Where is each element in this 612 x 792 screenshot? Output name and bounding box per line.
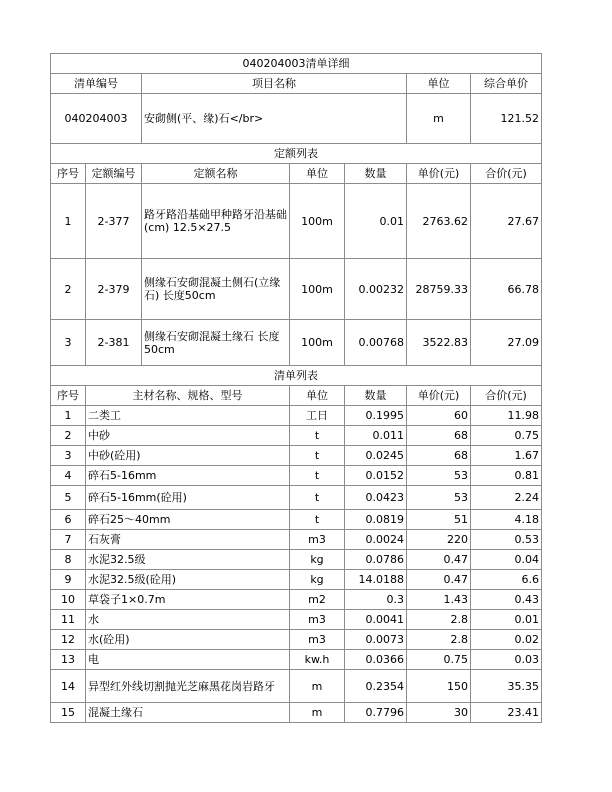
materials-header-price: 单价(元) bbox=[407, 386, 471, 406]
material-row bbox=[51, 426, 542, 446]
quota-unit: 100m bbox=[290, 184, 345, 259]
materials-header-row bbox=[51, 386, 542, 406]
bill-unit: m bbox=[407, 94, 471, 144]
materials-header-unit: 单位 bbox=[290, 386, 345, 406]
material-no: 7 bbox=[51, 530, 86, 550]
material-price: 68 bbox=[407, 426, 471, 446]
bill-detail-table bbox=[50, 53, 542, 723]
material-unit: m bbox=[290, 703, 345, 723]
material-unit: kw.h bbox=[290, 650, 345, 670]
material-price: 2.8 bbox=[407, 610, 471, 630]
material-qty: 0.0786 bbox=[345, 550, 407, 570]
material-price: 53 bbox=[407, 466, 471, 486]
material-total: 2.24 bbox=[471, 486, 542, 510]
material-name: 草袋子1×0.7m bbox=[86, 590, 290, 610]
material-price: 53 bbox=[407, 486, 471, 510]
material-no: 8 bbox=[51, 550, 86, 570]
material-total: 35.35 bbox=[471, 670, 542, 703]
material-qty: 0.3 bbox=[345, 590, 407, 610]
materials-header-total: 合价(元) bbox=[471, 386, 542, 406]
material-name: 水(砼用) bbox=[86, 630, 290, 650]
bill-data-row bbox=[51, 94, 542, 144]
materials-body bbox=[51, 406, 542, 723]
material-row bbox=[51, 670, 542, 703]
bill-unit-header: 单位 bbox=[407, 74, 471, 94]
material-name: 碎石5-16mm bbox=[86, 466, 290, 486]
material-price: 150 bbox=[407, 670, 471, 703]
material-price: 0.75 bbox=[407, 650, 471, 670]
quota-unit: 100m bbox=[290, 320, 345, 366]
material-row bbox=[51, 406, 542, 426]
material-name: 水泥32.5级(砼用) bbox=[86, 570, 290, 590]
materials-header-qty: 数量 bbox=[345, 386, 407, 406]
material-name: 异型红外线切割抛光芝麻黑花岗岩路牙 bbox=[86, 670, 290, 703]
material-total: 0.43 bbox=[471, 590, 542, 610]
material-no: 1 bbox=[51, 406, 86, 426]
material-total: 0.81 bbox=[471, 466, 542, 486]
material-price: 60 bbox=[407, 406, 471, 426]
quota-code: 2-381 bbox=[86, 320, 142, 366]
material-total: 4.18 bbox=[471, 510, 542, 530]
material-name: 中砂(砼用) bbox=[86, 446, 290, 466]
material-unit: kg bbox=[290, 550, 345, 570]
material-total: 0.03 bbox=[471, 650, 542, 670]
material-unit: t bbox=[290, 510, 345, 530]
material-row bbox=[51, 650, 542, 670]
material-row bbox=[51, 703, 542, 723]
material-no: 6 bbox=[51, 510, 86, 530]
quota-total: 66.78 bbox=[471, 259, 542, 320]
quota-qty: 0.01 bbox=[345, 184, 407, 259]
material-total: 0.01 bbox=[471, 610, 542, 630]
bill-header-row bbox=[51, 74, 542, 94]
quota-header-qty: 数量 bbox=[345, 164, 407, 184]
material-no: 15 bbox=[51, 703, 86, 723]
quota-no: 2 bbox=[51, 259, 86, 320]
materials-section-title: 清单列表 bbox=[51, 366, 542, 386]
material-qty: 14.0188 bbox=[345, 570, 407, 590]
material-total: 0.75 bbox=[471, 426, 542, 446]
quota-row bbox=[51, 259, 542, 320]
material-price: 0.47 bbox=[407, 550, 471, 570]
quota-header-row bbox=[51, 164, 542, 184]
material-total: 0.02 bbox=[471, 630, 542, 650]
material-qty: 0.2354 bbox=[345, 670, 407, 703]
quota-qty: 0.00768 bbox=[345, 320, 407, 366]
quota-total: 27.09 bbox=[471, 320, 542, 366]
material-total: 11.98 bbox=[471, 406, 542, 426]
material-qty: 0.0366 bbox=[345, 650, 407, 670]
material-unit: m2 bbox=[290, 590, 345, 610]
quota-name: 侧缘石安砌混凝土侧石(立缘石) 长度50cm bbox=[142, 259, 290, 320]
material-qty: 0.0423 bbox=[345, 486, 407, 510]
material-row bbox=[51, 446, 542, 466]
material-price: 1.43 bbox=[407, 590, 471, 610]
material-no: 13 bbox=[51, 650, 86, 670]
material-unit: t bbox=[290, 466, 345, 486]
material-row bbox=[51, 510, 542, 530]
quota-header-name: 定额名称 bbox=[142, 164, 290, 184]
material-total: 0.04 bbox=[471, 550, 542, 570]
material-row bbox=[51, 530, 542, 550]
material-row bbox=[51, 610, 542, 630]
material-unit: m3 bbox=[290, 610, 345, 630]
material-name: 二类工 bbox=[86, 406, 290, 426]
quota-unit: 100m bbox=[290, 259, 345, 320]
materials-header-name: 主材名称、规格、型号 bbox=[86, 386, 290, 406]
material-unit: m3 bbox=[290, 530, 345, 550]
material-row bbox=[51, 570, 542, 590]
quota-code: 2-377 bbox=[86, 184, 142, 259]
material-row bbox=[51, 466, 542, 486]
material-total: 23.41 bbox=[471, 703, 542, 723]
material-unit: m3 bbox=[290, 630, 345, 650]
bill-price: 121.52 bbox=[471, 94, 542, 144]
material-qty: 0.0041 bbox=[345, 610, 407, 630]
material-no: 4 bbox=[51, 466, 86, 486]
material-price: 2.8 bbox=[407, 630, 471, 650]
material-no: 12 bbox=[51, 630, 86, 650]
material-total: 1.67 bbox=[471, 446, 542, 466]
material-total: 0.53 bbox=[471, 530, 542, 550]
bill-name: 安砌侧(平、缘)石</br> bbox=[142, 94, 407, 144]
material-name: 中砂 bbox=[86, 426, 290, 446]
quota-name: 侧缘石安砌混凝土缘石 长度50cm bbox=[142, 320, 290, 366]
material-row bbox=[51, 550, 542, 570]
material-qty: 0.011 bbox=[345, 426, 407, 446]
quota-header-total: 合价(元) bbox=[471, 164, 542, 184]
quota-no: 3 bbox=[51, 320, 86, 366]
material-name: 水泥32.5级 bbox=[86, 550, 290, 570]
material-price: 30 bbox=[407, 703, 471, 723]
material-unit: t bbox=[290, 426, 345, 446]
quota-qty: 0.00232 bbox=[345, 259, 407, 320]
bill-name-header: 项目名称 bbox=[142, 74, 407, 94]
material-price: 0.47 bbox=[407, 570, 471, 590]
quota-header-price: 单价(元) bbox=[407, 164, 471, 184]
quota-code: 2-379 bbox=[86, 259, 142, 320]
material-price: 68 bbox=[407, 446, 471, 466]
material-name: 水 bbox=[86, 610, 290, 630]
quota-section-title: 定额列表 bbox=[51, 144, 542, 164]
material-name: 碎石5-16mm(砼用) bbox=[86, 486, 290, 510]
material-qty: 0.0024 bbox=[345, 530, 407, 550]
bill-price-header: 综合单价 bbox=[471, 74, 542, 94]
material-no: 11 bbox=[51, 610, 86, 630]
quota-price: 28759.33 bbox=[407, 259, 471, 320]
quota-price: 2763.62 bbox=[407, 184, 471, 259]
quota-row bbox=[51, 184, 542, 259]
quota-no: 1 bbox=[51, 184, 86, 259]
material-unit: t bbox=[290, 446, 345, 466]
material-price: 51 bbox=[407, 510, 471, 530]
material-qty: 0.0152 bbox=[345, 466, 407, 486]
material-no: 9 bbox=[51, 570, 86, 590]
quota-header-no: 序号 bbox=[51, 164, 86, 184]
material-unit: m bbox=[290, 670, 345, 703]
quota-header-code: 定额编号 bbox=[86, 164, 142, 184]
material-qty: 0.0245 bbox=[345, 446, 407, 466]
bill-code-header: 清单编号 bbox=[51, 74, 142, 94]
material-no: 5 bbox=[51, 486, 86, 510]
materials-header-no: 序号 bbox=[51, 386, 86, 406]
material-row bbox=[51, 630, 542, 650]
quota-row bbox=[51, 320, 542, 366]
quota-price: 3522.83 bbox=[407, 320, 471, 366]
material-qty: 0.0819 bbox=[345, 510, 407, 530]
material-no: 2 bbox=[51, 426, 86, 446]
page-title: 040204003清单详细 bbox=[51, 54, 542, 74]
quota-total: 27.67 bbox=[471, 184, 542, 259]
material-row bbox=[51, 590, 542, 610]
material-unit: kg bbox=[290, 570, 345, 590]
material-total: 6.6 bbox=[471, 570, 542, 590]
material-unit: t bbox=[290, 486, 345, 510]
quota-header-unit: 单位 bbox=[290, 164, 345, 184]
material-name: 电 bbox=[86, 650, 290, 670]
quota-name: 路牙路沿基础甲种路牙沿基础(cm) 12.5×27.5 bbox=[142, 184, 290, 259]
material-price: 220 bbox=[407, 530, 471, 550]
material-row bbox=[51, 486, 542, 510]
material-no: 14 bbox=[51, 670, 86, 703]
material-unit: 工日 bbox=[290, 406, 345, 426]
material-no: 10 bbox=[51, 590, 86, 610]
bill-code: 040204003 bbox=[51, 94, 142, 144]
material-name: 混凝土缘石 bbox=[86, 703, 290, 723]
material-qty: 0.0073 bbox=[345, 630, 407, 650]
material-name: 碎石25～40mm bbox=[86, 510, 290, 530]
material-qty: 0.7796 bbox=[345, 703, 407, 723]
material-qty: 0.1995 bbox=[345, 406, 407, 426]
material-no: 3 bbox=[51, 446, 86, 466]
material-name: 石灰膏 bbox=[86, 530, 290, 550]
